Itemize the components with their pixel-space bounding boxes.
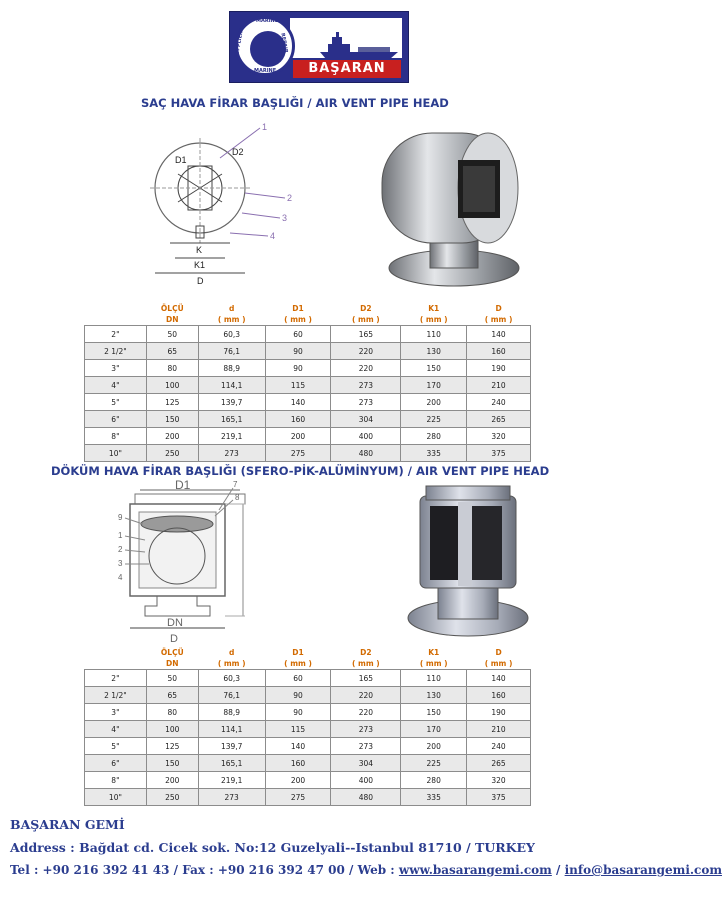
- header-d: d ( mm ): [198, 647, 265, 670]
- header-olcu: ÖLÇÜ DN: [146, 647, 198, 670]
- footer-company: BAŞARAN GEMİ: [10, 817, 125, 832]
- header-d2: D2 ( mm ): [331, 647, 401, 670]
- header-d: d ( mm ): [198, 303, 265, 326]
- header-dd: D ( mm ): [467, 647, 531, 670]
- header-olcu: ÖLÇÜ DN: [146, 303, 198, 326]
- table-row: 2 1/2" 65 76,1 90 220 130 160: [85, 687, 531, 704]
- label2-1: 1: [118, 531, 123, 540]
- table-header-row: [85, 647, 531, 670]
- ring-text-top: MARINE: [256, 18, 279, 24]
- ship-icon: [318, 32, 404, 60]
- section2-spec-table: [84, 647, 531, 806]
- section1-title: SAÇ HAVA FİRAR BAŞLIĞI / AIR VENT PIPE HEAD: [141, 96, 449, 110]
- header-d1: D1 ( mm ): [265, 647, 331, 670]
- fax-label: Fax: [182, 863, 206, 877]
- table-row: 2" 50 60,3 60 165 110 140: [85, 326, 531, 343]
- address-value: : Bağdat cd. Cicek sok. No:12 Guzelyali--Istanbul 81710 / TURKEY: [70, 840, 535, 855]
- table-row: 8" 200 219,1 200 400 280 320: [85, 772, 531, 789]
- label2-9: 9: [118, 513, 123, 522]
- company-logo: [229, 11, 409, 83]
- address-label: Address: [10, 840, 66, 855]
- label-d1: D1: [175, 155, 187, 165]
- email-link[interactable]: info@basarangemi.com: [564, 863, 722, 877]
- label2-d1: D1: [175, 478, 191, 492]
- section1-spec-table: [84, 303, 531, 462]
- label-1: 1: [262, 122, 268, 132]
- table-header-row: [85, 303, 531, 326]
- header-k1: K1 ( mm ): [401, 647, 467, 670]
- tel-label: Tel: [10, 863, 30, 877]
- header-d1: D1 ( mm ): [265, 303, 331, 326]
- logo-brand: BAŞARAN: [293, 60, 401, 78]
- table-row: 10" 250 273 275 480 335 375: [85, 445, 531, 462]
- website-link[interactable]: www.basarangemi.com: [398, 863, 552, 877]
- label2-3: 3: [118, 559, 123, 568]
- label-k1: K1: [194, 260, 206, 270]
- table-row: 10" 250 273 275 480 335 375: [85, 789, 531, 806]
- label-d2: D2: [232, 147, 244, 157]
- table-row: 5" 125 139,7 140 273 200 240: [85, 394, 531, 411]
- table-row: 2 1/2" 65 76,1 90 220 130 160: [85, 343, 531, 360]
- footer-contact: [10, 863, 722, 877]
- label2-7: 7: [233, 480, 238, 489]
- web-label: Web :: [357, 863, 395, 877]
- header-k1: K1 ( mm ): [401, 303, 467, 326]
- label2-4: 4: [118, 573, 123, 582]
- section2-technical-drawing: [115, 480, 270, 648]
- table-row: 3" 80 88,9 90 220 150 190: [85, 360, 531, 377]
- label2-2: 2: [118, 545, 123, 554]
- header-dd: D ( mm ): [467, 303, 531, 326]
- table-row: 4" 100 114,1 115 273 170 210: [85, 377, 531, 394]
- ring-text-left: SUPPLIERS: [233, 27, 246, 59]
- table-row: 8" 200 219,1 200 400 280 320: [85, 428, 531, 445]
- table-row: 4" 100 114,1 115 273 170 210: [85, 721, 531, 738]
- label-2: 2: [287, 193, 293, 203]
- label2-d: D: [170, 633, 178, 645]
- header-d2: D2 ( mm ): [331, 303, 401, 326]
- fax-value: : +90 216 392 47 00 /: [209, 863, 354, 877]
- table-row: 6" 150 165,1 160 304 225 265: [85, 755, 531, 772]
- link-separator: /: [556, 863, 561, 877]
- label2-dn: DN: [167, 617, 183, 629]
- ring-text-bottom: MARINE: [254, 68, 277, 74]
- footer-address: [10, 840, 535, 855]
- label-d: D: [197, 276, 204, 286]
- table-row: 3" 80 88,9 90 220 150 190: [85, 704, 531, 721]
- ring-text-right: REPAIR: [279, 32, 289, 54]
- table-row: 5" 125 139,7 140 273 200 240: [85, 738, 531, 755]
- table-row: 2" 50 60,3 60 165 110 140: [85, 670, 531, 687]
- tel-value: : +90 216 392 41 43 /: [33, 863, 179, 877]
- label-3: 3: [282, 213, 288, 223]
- label2-8: 8: [235, 493, 240, 502]
- table-row: 6" 150 165,1 160 304 225 265: [85, 411, 531, 428]
- label-k: K: [196, 245, 203, 255]
- section1-product-photo: [370, 108, 530, 298]
- section1-technical-drawing: [150, 118, 300, 288]
- section2-product-photo: [398, 478, 533, 646]
- section2-title: DÖKÜM HAVA FİRAR BAŞLIĞI (SFERO-PİK-ALÜMİNYUM) / AIR VENT PIPE HEAD: [51, 464, 550, 478]
- label-4: 4: [270, 231, 276, 241]
